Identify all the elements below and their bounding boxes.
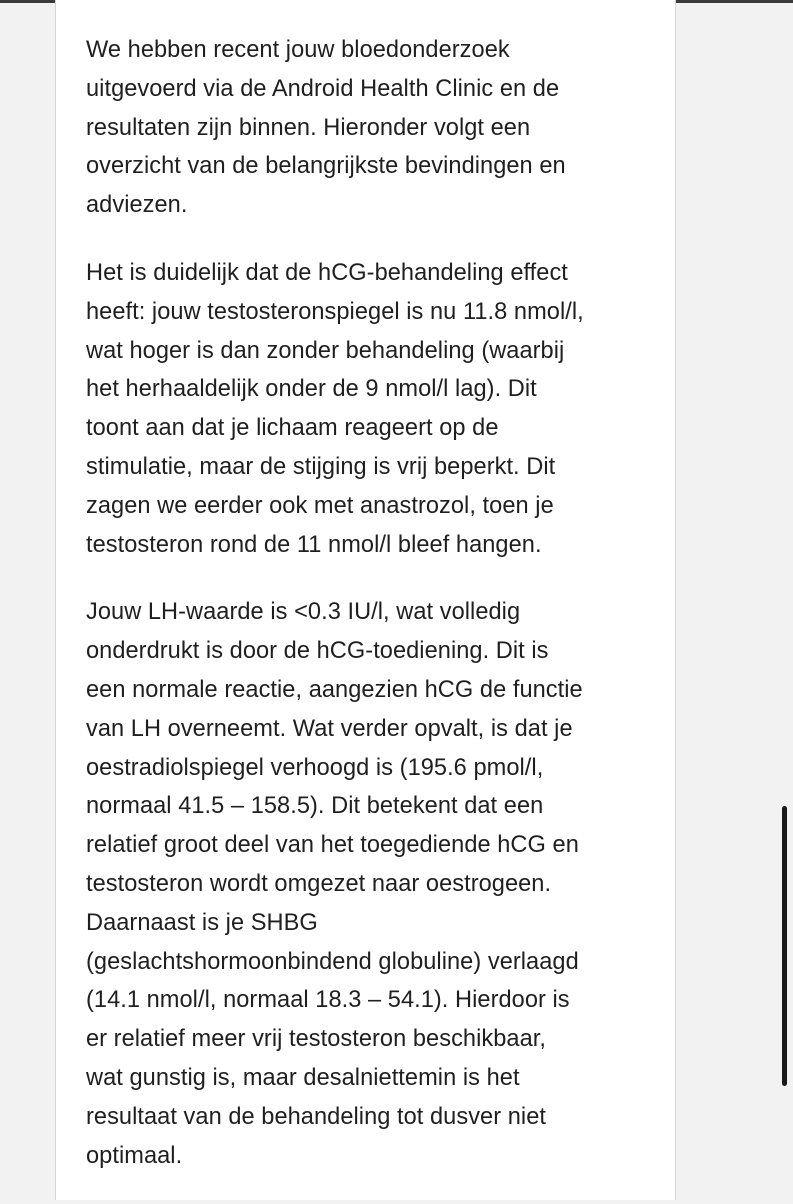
message-body	[86, 31, 676, 1204]
text-line: optimaal.	[86, 1142, 183, 1169]
text-line: een normale reactie, aangezien hCG de functie	[86, 676, 583, 703]
text-line: Het is duidelijk dat de hCG-behandeling effect	[86, 259, 568, 286]
text-line: normaal 41.5 – 158.5). Dit betekent dat een	[86, 793, 544, 820]
text-line: testosteron rond de 11 nmol/l bleef hangen.	[86, 531, 542, 558]
text-line: (14.1 nmol/l, normaal 18.3 – 54.1). Hierdoor is	[86, 987, 570, 1014]
scrollbar-thumb[interactable]	[782, 806, 787, 1086]
text-line: van LH overneemt. Wat verder opvalt, is dat je	[86, 715, 573, 742]
text-line: resultaat van de behandeling tot dusver niet	[86, 1103, 546, 1130]
text-line: onderdrukt is door de hCG-toediening. Dit is	[86, 638, 549, 665]
text-line: Jouw LH-waarde is <0.3 IU/l, wat volledig	[86, 599, 521, 626]
text-line: het herhaaldelijk onder de 9 nmol/l lag). Dit	[86, 376, 537, 403]
text-line: wat hoger is dan zonder behandeling (waarbij	[86, 337, 565, 364]
text-line: overzicht van de belangrijkste bevindingen en	[86, 153, 566, 180]
text-line: resultaten zijn binnen. Hieronder volgt een	[86, 114, 531, 141]
message-paragraph-1	[86, 31, 676, 225]
text-line: relatief groot deel van het toegediende hCG en	[86, 832, 579, 859]
text-line: uitgevoerd via de Android Health Clinic en de	[86, 75, 560, 102]
text-line: oestradiolspiegel verhoogd is (195.6 pmol/l,	[86, 754, 544, 781]
text-line: Daarnaast is je SHBG	[86, 909, 318, 936]
text-line: testosteron wordt omgezet naar oestrogeen.	[86, 870, 552, 897]
text-line: adviezen.	[86, 192, 188, 219]
text-line: er relatief meer vrij testosteron beschikbaar,	[86, 1026, 546, 1053]
text-line: toont aan dat je lichaam reageert op de	[86, 415, 499, 442]
text-line: We hebben recent jouw bloedonderzoek	[86, 37, 510, 63]
message-paragraph-2	[86, 254, 676, 564]
text-line: (geslachtshormoonbindend globuline) verlaagd	[86, 948, 579, 975]
message-card	[55, 0, 676, 1200]
text-line: wat gunstig is, maar desalniettemin is het	[86, 1064, 520, 1091]
message-paragraph-3	[86, 593, 676, 1175]
text-line: heeft: jouw testosteronspiegel is nu 11.8 nmol/l,	[86, 298, 584, 325]
text-line: stimulatie, maar de stijging is vrij beperkt. Dit	[86, 453, 556, 480]
text-line: zagen we eerder ook met anastrozol, toen je	[86, 492, 554, 519]
